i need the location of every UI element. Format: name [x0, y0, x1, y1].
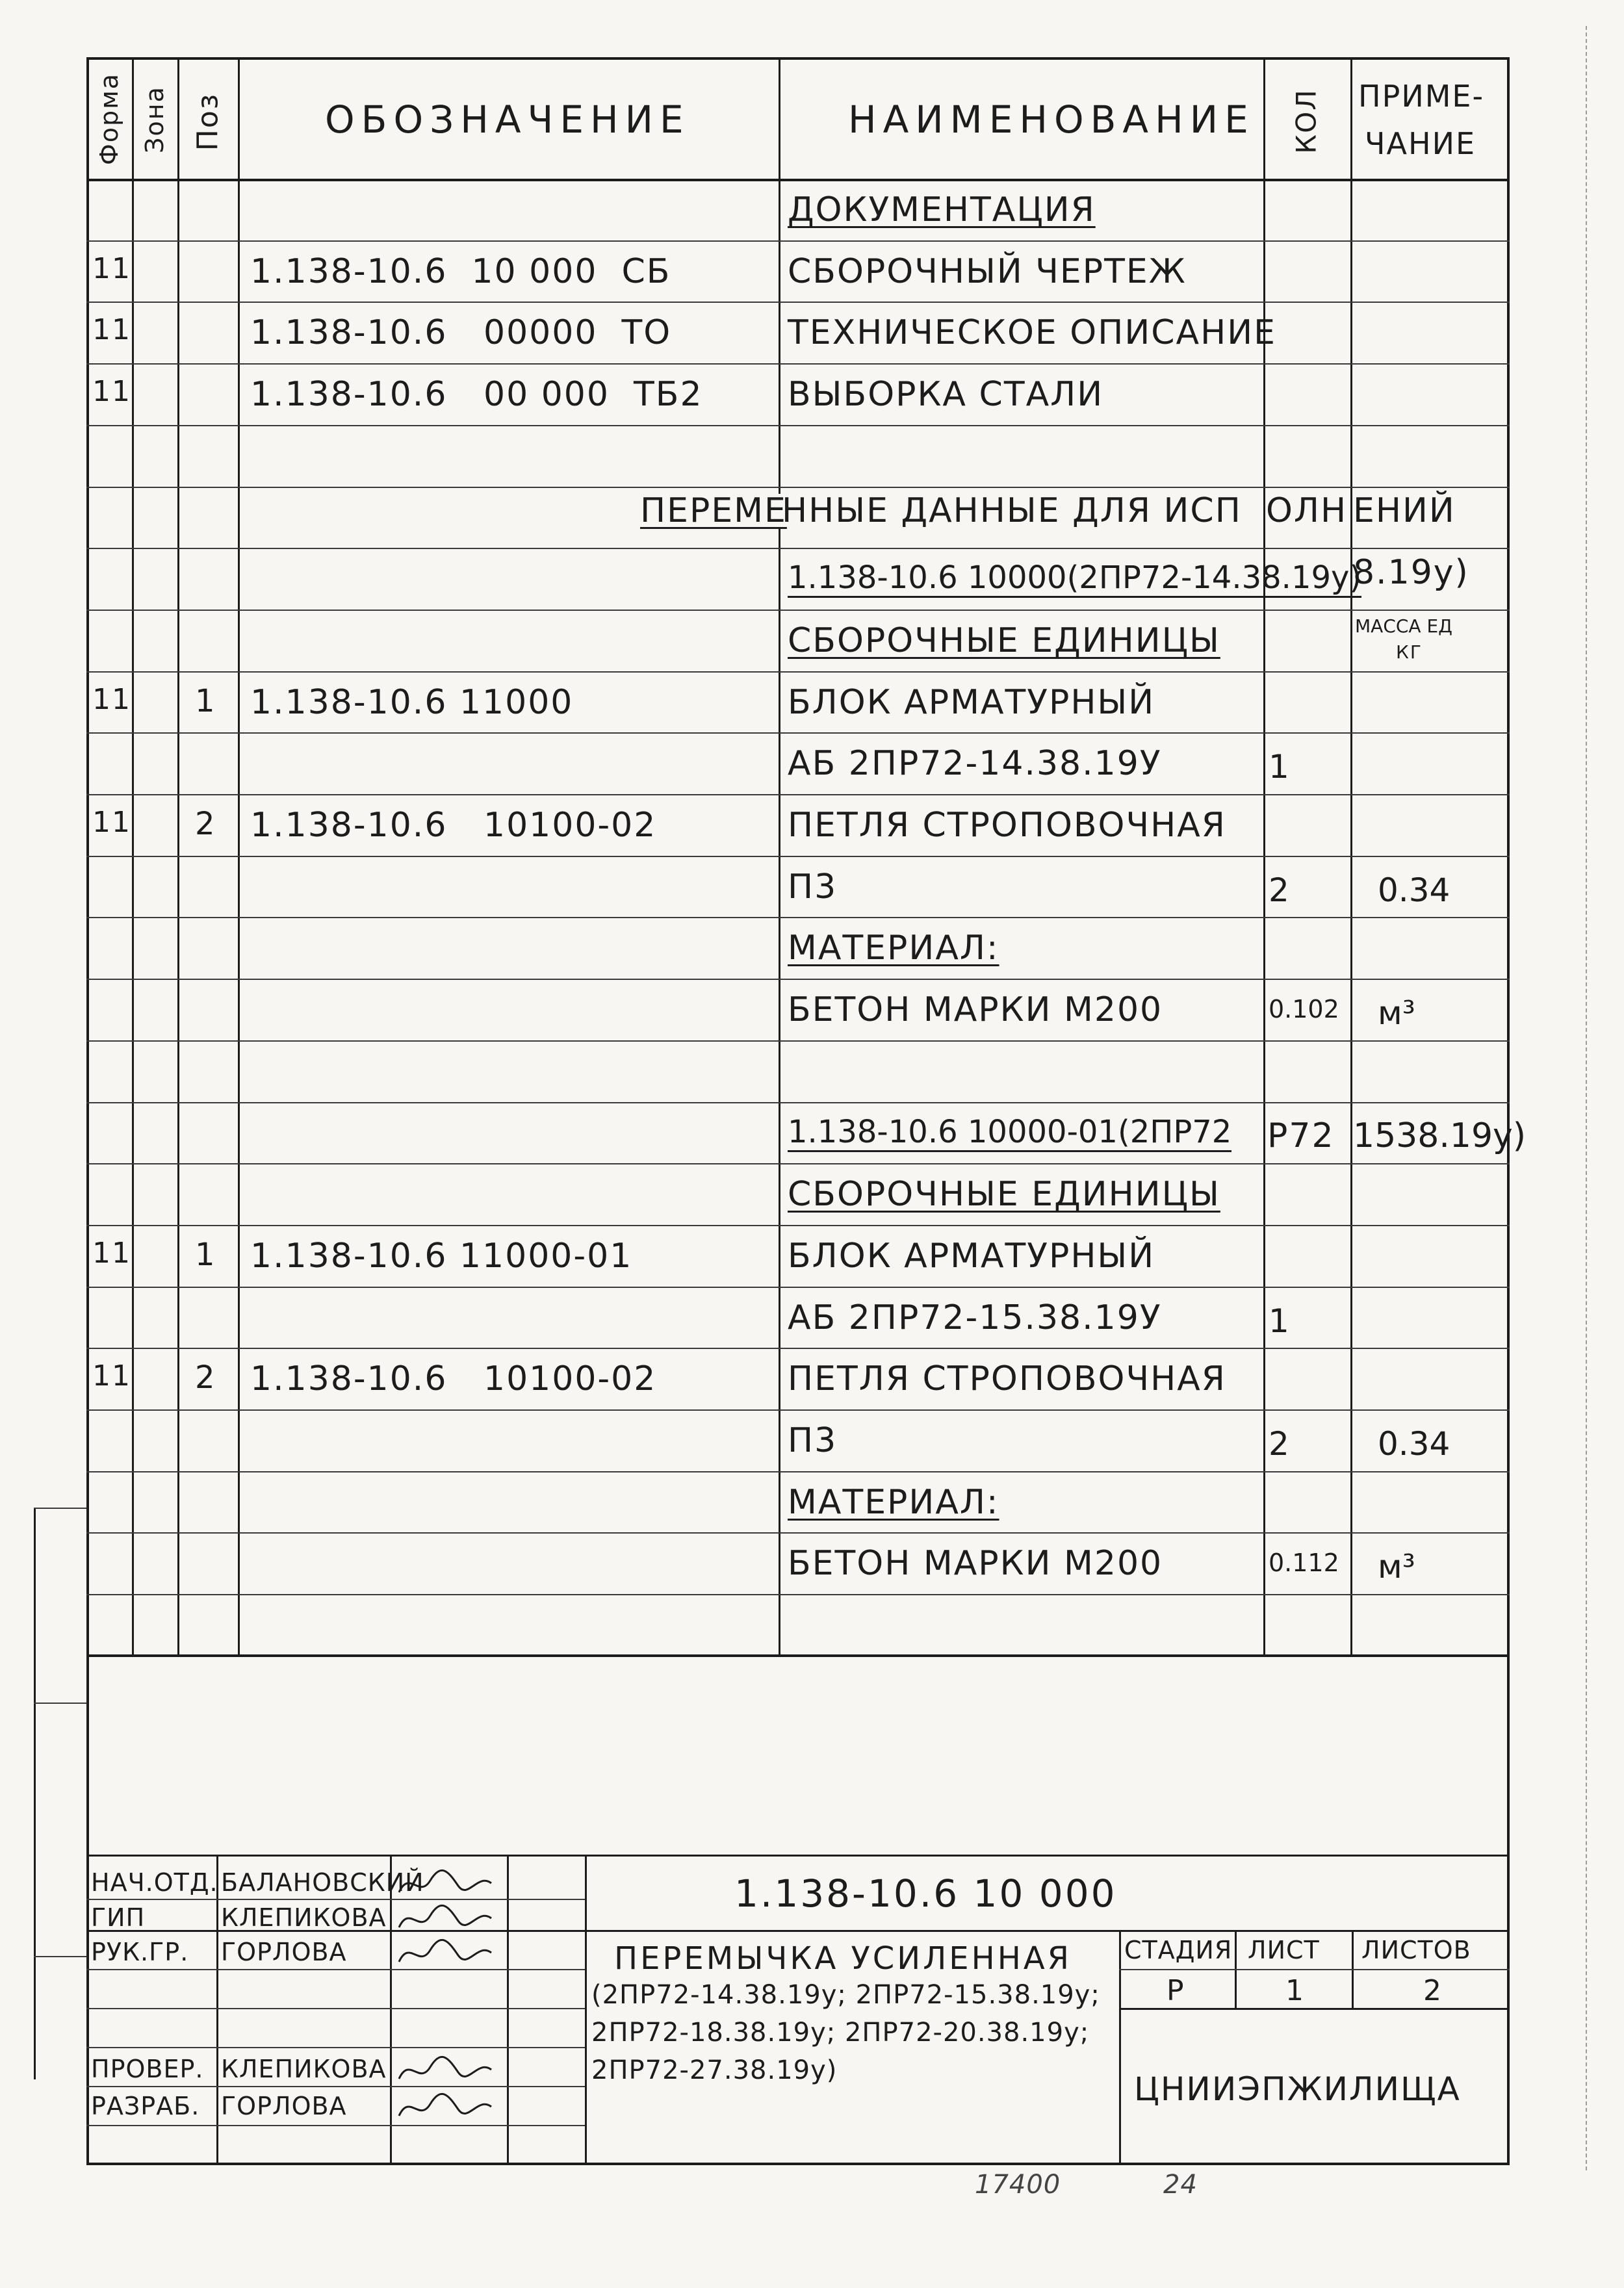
row-name: ПЕТЛЯ СТРОПОВОЧНАЯ — [788, 1359, 1226, 1399]
tb-row — [86, 1969, 585, 1970]
row-note: м³ — [1378, 994, 1415, 1033]
row-name: АБ 2ПР72-15.38.19У — [788, 1298, 1162, 1337]
stage-label: СТАДИЯ — [1124, 1936, 1233, 1964]
row-separator — [86, 1040, 1510, 1042]
variable-data-heading-part2: ННЫЕ ДАННЫЕ ДЛЯ ИСП — [782, 491, 1242, 530]
sheet-label: ЛИСТ — [1248, 1936, 1320, 1964]
document-title-line3: 2ПР72-18.38.19у; 2ПР72-20.38.19у; — [591, 2018, 1090, 2048]
row-separator — [86, 302, 1510, 303]
tb-row — [86, 2008, 585, 2009]
tb-name: БАЛАНОВСКИЙ — [221, 1868, 424, 1897]
row-format: 11 — [92, 251, 131, 285]
organization-name: ЦНИИЭПЖИЛИЩА — [1134, 2070, 1461, 2108]
row-name: СБОРОЧНЫЕ ЕДИНИЦЫ — [788, 621, 1220, 660]
row-format: 11 — [92, 313, 131, 347]
row-name: БЕТОН МАРКИ М200 — [788, 1544, 1163, 1584]
tb-row — [86, 2125, 585, 2126]
header-name: НАИМЕНОВАНИЕ — [848, 97, 1255, 142]
row-name: 1.138-10.6 10000(2ПР72-14.38.19у) — [788, 562, 1361, 598]
row-separator — [86, 1225, 1510, 1226]
tb-col — [390, 1855, 392, 2165]
row-quantity: 2 — [1269, 871, 1289, 909]
row-quantity: 0.102 — [1269, 995, 1339, 1024]
row-name: СБОРОЧНЫЕ ЕДИНИЦЫ — [788, 1175, 1220, 1215]
tb-col — [585, 1855, 587, 2165]
header-note-line1: ПРИМЕ- — [1358, 79, 1485, 114]
row-name: АБ 2ПР72-14.38.19У — [788, 744, 1162, 784]
row-position: 2 — [195, 1359, 216, 1396]
row-name: БЛОК АРМАТУРНЫЙ — [788, 1236, 1155, 1276]
row-designation: 1.138-10.6 11000 — [250, 682, 574, 722]
header-note-line2: ЧАНИЕ — [1365, 126, 1476, 161]
row-name: СБОРОЧНЫЙ ЧЕРТЕЖ — [788, 251, 1187, 291]
tb-col — [216, 1855, 218, 2165]
tb-role: ГИП — [91, 1903, 146, 1932]
tb-name: ГОРЛОВА — [221, 1938, 347, 1966]
row-designation: 1.138-10.6 10 000 СБ — [250, 251, 671, 291]
row-name: П3 — [788, 867, 838, 906]
variable-data-heading-part3: ОЛН — [1266, 491, 1348, 530]
page-number: 24 — [1163, 2170, 1198, 2200]
tb-name: КЛЕПИКОВА — [221, 2055, 387, 2083]
signature-mark — [396, 2090, 494, 2130]
tb-role: ПРОВЕР. — [91, 2055, 204, 2083]
header-designation: ОБОЗНАЧЕНИЕ — [325, 97, 690, 142]
row-name: ДОКУМЕНТАЦИЯ — [788, 190, 1096, 229]
row-separator — [86, 610, 1510, 611]
row-designation: 1.138-10.6 10100-02 — [250, 1359, 657, 1399]
tb-name: ГОРЛОВА — [221, 2092, 347, 2120]
row-separator — [86, 487, 1510, 488]
table-bottom-line — [86, 1654, 1510, 1657]
tb-role: НАЧ.ОТД. — [91, 1868, 218, 1897]
row-name: ПЕТЛЯ СТРОПОВОЧНАЯ — [788, 806, 1226, 845]
row-designation: 1.138-10.6 11000-01 — [250, 1236, 633, 1276]
header-qty: КОЛ — [1290, 88, 1322, 154]
document-title-line4: 2ПР72-27.38.19у) — [591, 2055, 838, 2085]
signature-mark — [396, 1866, 494, 1907]
row-separator — [86, 1102, 1510, 1103]
tb-name: КЛЕПИКОВА — [221, 1903, 387, 1932]
document-code: 1.138-10.6 10 000 — [734, 1871, 1117, 1916]
row-quantity: 0.112 — [1269, 1549, 1339, 1578]
mass-unit-label: КГ — [1396, 641, 1423, 663]
tb-row — [86, 2086, 585, 2087]
row-designation: 1.138-10.6 00 000 ТБ2 — [250, 375, 703, 415]
header-format: Форма — [95, 72, 123, 165]
stage-value: Р — [1166, 1974, 1185, 2007]
row-separator — [86, 1409, 1510, 1411]
row-separator — [86, 794, 1510, 795]
tb-role: РАЗРАБ. — [91, 2092, 200, 2120]
row-separator — [86, 732, 1510, 734]
row-name: БЕТОН МАРКИ М200 — [788, 990, 1163, 1030]
variable-data-heading-part1: ПЕРЕМЕ — [640, 491, 787, 530]
row-format: 11 — [92, 806, 131, 839]
row-note: 0.34 — [1378, 871, 1450, 909]
row-position: 1 — [195, 1236, 216, 1273]
signature-mark — [396, 1936, 494, 1976]
row-name: 1.138-10.6 10000-01(2ПР72 — [788, 1116, 1231, 1152]
row6-note-overflow: 8.19у) — [1353, 553, 1469, 592]
row-separator — [86, 1163, 1510, 1164]
row-separator — [86, 363, 1510, 365]
row-separator — [86, 1348, 1510, 1349]
row-format: 11 — [92, 1236, 131, 1270]
binding-tick — [34, 1703, 86, 1704]
header-divider — [86, 179, 1510, 181]
header-zone: Зона — [140, 86, 169, 153]
row15-qty-overflow: Р72 — [1267, 1116, 1335, 1155]
row-name: МАТЕРИАЛ: — [788, 929, 999, 968]
row-separator — [86, 671, 1510, 673]
row-name: ТЕХНИЧЕСКОЕ ОПИСАНИЕ — [788, 313, 1276, 353]
row-format: 11 — [92, 375, 131, 409]
row-note: 0.34 — [1378, 1425, 1450, 1463]
sheets-label: ЛИСТОВ — [1361, 1936, 1471, 1964]
tb-row — [1119, 1969, 1510, 1970]
header-pos: Поз — [191, 92, 225, 151]
row-separator — [86, 240, 1510, 242]
row-name: МАТЕРИАЛ: — [788, 1482, 999, 1522]
row-note: МАССА ЕД — [1355, 615, 1453, 637]
row-separator — [86, 979, 1510, 980]
row-format: 11 — [92, 682, 131, 716]
binding-line — [34, 1508, 36, 2079]
row-format: 11 — [92, 1359, 131, 1393]
row-designation: 1.138-10.6 00000 ТО — [250, 313, 672, 353]
tb-col — [1119, 1930, 1121, 2165]
row-separator — [86, 425, 1510, 426]
row-note: м³ — [1378, 1548, 1415, 1586]
right-edge-mark — [1586, 26, 1587, 2170]
row-separator — [86, 1532, 1510, 1534]
binding-tick — [34, 1956, 86, 1957]
row-separator — [86, 1594, 1510, 1595]
signature-mark — [396, 2053, 494, 2093]
row-separator — [86, 917, 1510, 918]
row-name: П3 — [788, 1421, 838, 1460]
binding-tick — [34, 1508, 86, 1509]
sheets-value: 2 — [1423, 1974, 1442, 2007]
row-separator — [86, 548, 1510, 549]
sheet-value: 1 — [1285, 1974, 1304, 2007]
tb-col — [507, 1855, 509, 2165]
row15-note-overflow: 1538.19у) — [1353, 1116, 1527, 1155]
row-position: 1 — [195, 682, 216, 719]
tb-top-line — [86, 1855, 1510, 1857]
document-title-line2: (2ПР72-14.38.19у; 2ПР72-15.38.19у; — [591, 1980, 1100, 2010]
row-separator — [86, 1471, 1510, 1472]
row-designation: 1.138-10.6 10100-02 — [250, 806, 657, 845]
inventory-number: 17400 — [975, 2170, 1061, 2200]
drawing-frame — [86, 57, 1510, 2165]
row-quantity: 1 — [1269, 748, 1289, 786]
row-separator — [86, 856, 1510, 857]
row-quantity: 2 — [1269, 1425, 1289, 1463]
row-position: 2 — [195, 806, 216, 842]
variable-data-heading-part4: ЕНИЙ — [1353, 491, 1456, 530]
tb-row — [86, 1899, 585, 1900]
row-separator — [86, 1287, 1510, 1288]
row-name: ВЫБОРКА СТАЛИ — [788, 375, 1104, 415]
document-title-line1: ПЕРЕМЫЧКА УСИЛЕННАЯ — [614, 1940, 1072, 1977]
tb-row — [1119, 2008, 1510, 2010]
tb-row — [86, 2047, 585, 2048]
tb-role: РУК.ГР. — [91, 1938, 189, 1966]
row-quantity: 1 — [1269, 1302, 1289, 1340]
row-name: БЛОК АРМАТУРНЫЙ — [788, 682, 1155, 722]
